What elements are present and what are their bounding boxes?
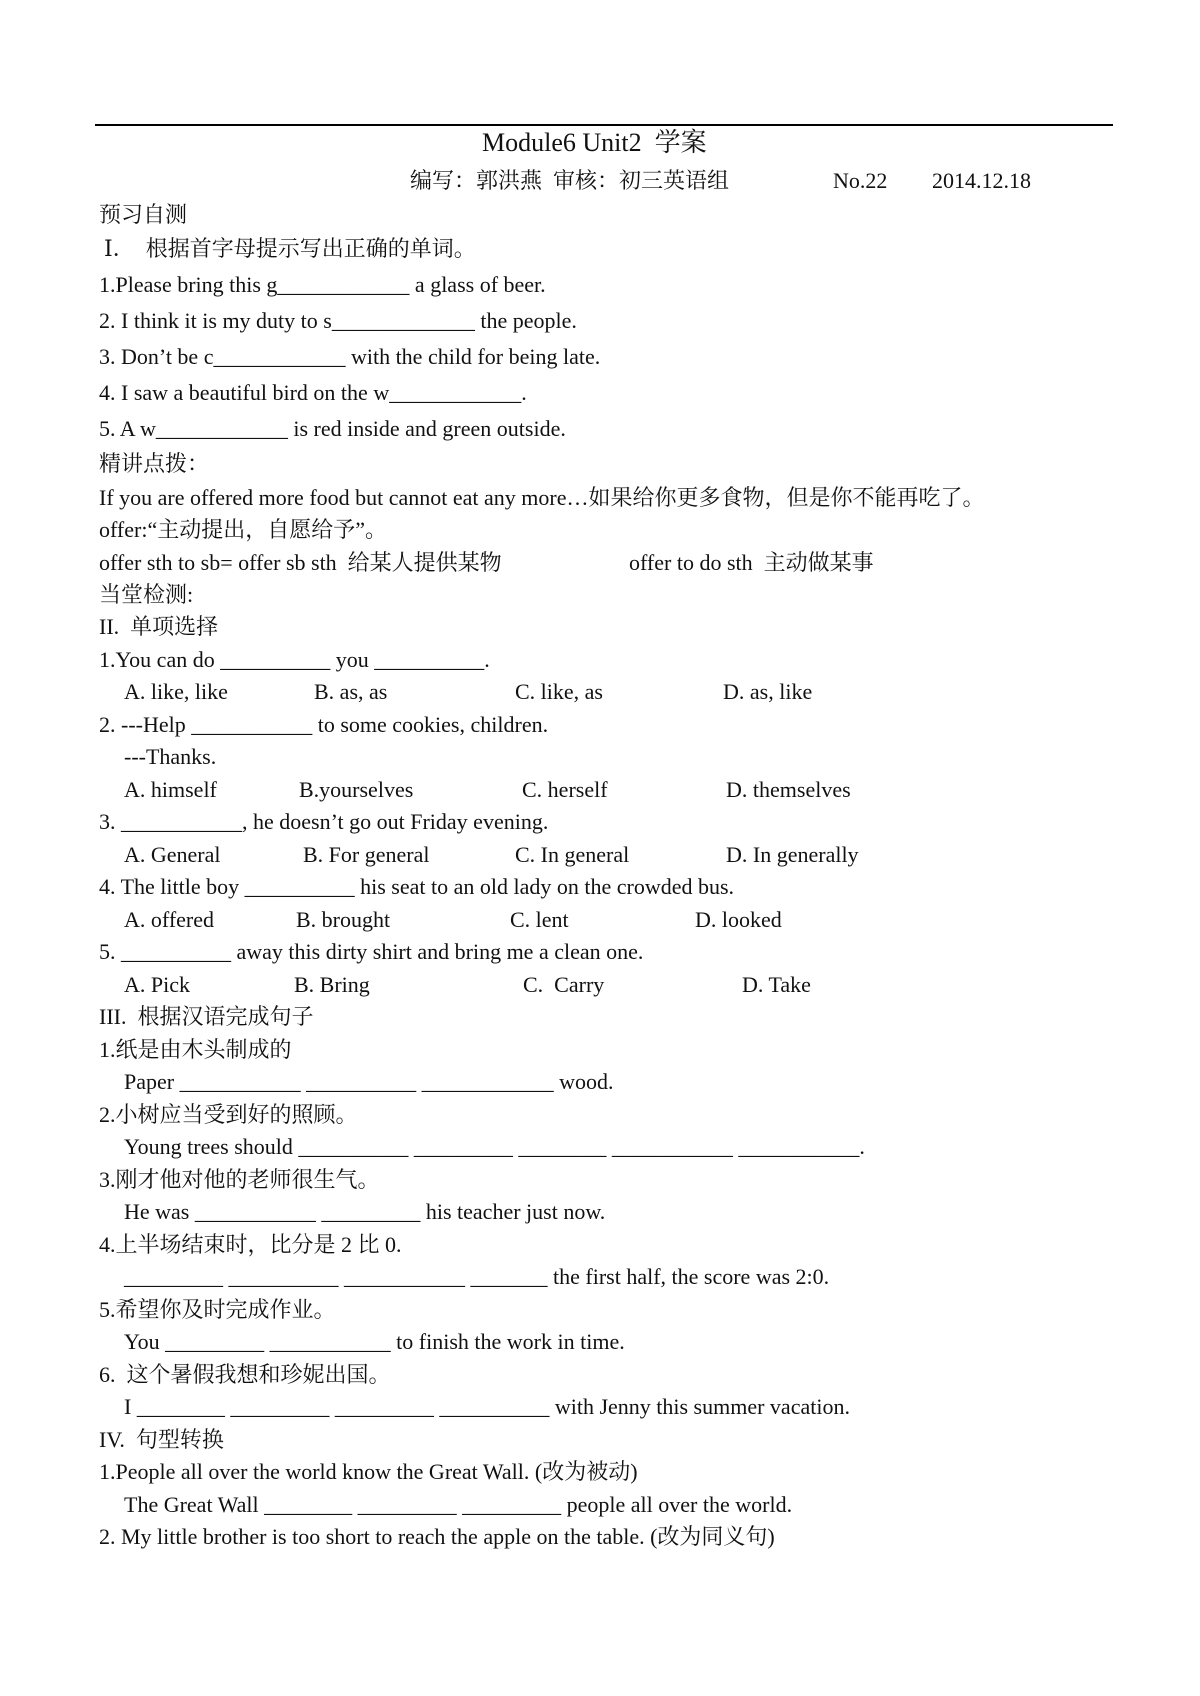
mc-question-5: 5. __________ away this dirty shirt and bring me a clean one. (99, 939, 644, 964)
translate-5-chinese: 5.希望你及时完成作业。 (99, 1297, 336, 1322)
section-1-title: Ⅰ． 根据首字母提示写出正确的单词。 (104, 236, 476, 261)
mc-question-3: 3. ___________, he doesn’t go out Friday evening. (99, 809, 549, 834)
mc-4-option-a: A. offered (124, 907, 214, 932)
mc-2-option-a: A. himself (124, 777, 217, 802)
translate-6-chinese: 6. 这个暑假我想和珍妮出国。 (99, 1362, 391, 1387)
translate-4-english: _________ __________ ___________ _______ the first half, the score was 2:0. (124, 1264, 830, 1289)
mc-4-option-b: B. brought (296, 907, 391, 932)
fill-item-1: 1.Please bring this g____________ a glass of beer. (99, 272, 546, 297)
explain-line-2: offer:“主动提出，自愿给予”。 (99, 517, 387, 542)
fill-item-2: 2. I think it is my duty to s_____________ the people. (99, 308, 577, 333)
explain-heading: 精讲点拨： (99, 451, 210, 476)
transform-1-answer: The Great Wall ________ _________ _________ people all over the world. (124, 1492, 793, 1517)
translate-1-english: Paper ___________ __________ ____________ wood. (124, 1069, 614, 1094)
mc-question-1: 1.You can do __________ you __________. (99, 647, 490, 672)
transform-2-question: 2. My little brother is too short to reach the apple on the table. (改为同义句) (99, 1524, 775, 1549)
translate-3-chinese: 3.刚才他对他的老师很生气。 (99, 1167, 380, 1192)
explain-line-1: If you are offered more food but cannot eat any more…如果给你更多食物，但是你不能再吃了。 (99, 485, 985, 510)
mc-question-2: 2. ---Help ___________ to some cookies, children. (99, 712, 549, 737)
page-title: Module6 Unit2 学案 (482, 128, 707, 157)
usage-right: offer to do sth 主动做某事 (629, 550, 874, 575)
fill-item-4: 4. I saw a beautiful bird on the w____________. (99, 380, 527, 405)
mc-1-option-a: A. like, like (124, 679, 228, 704)
translate-5-english: You _________ ___________ to finish the work in time. (124, 1329, 625, 1354)
translate-2-chinese: 2.小树应当受到好的照顾。 (99, 1102, 358, 1127)
usage-left: offer sth to sb= offer sb sth 给某人提供某物 (99, 550, 502, 575)
mc-question-4: 4. The little boy __________ his seat to an old lady on the crowded bus. (99, 874, 735, 899)
fill-item-3: 3. Don’t be c____________ with the child for being late. (99, 344, 601, 369)
mc-3-option-d: D. In generally (726, 842, 859, 867)
doc-date: 2014.12.18 (932, 168, 1031, 193)
translate-1-chinese: 1.纸是由木头制成的 (99, 1037, 292, 1062)
translate-2-english: Young trees should __________ _________ ________ ___________ ___________. (124, 1134, 865, 1159)
mc-1-option-d: D. as, like (723, 679, 813, 704)
mc-5-option-c: C. Carry (523, 972, 605, 997)
mc-5-option-d: D. Take (742, 972, 811, 997)
translate-3-english: He was ___________ _________ his teacher just now. (124, 1199, 606, 1224)
section-2-title: II. 单项选择 (99, 614, 219, 639)
author-info: 编写：郭洪燕 审核：初三英语组 (410, 168, 730, 193)
mc-3-option-b: B. For general (303, 842, 430, 867)
mc-1-option-c: C. like, as (515, 679, 603, 704)
mc-2-option-c: C. herself (522, 777, 608, 802)
translate-4-chinese: 4.上半场结束时，比分是 2 比 0. (99, 1232, 402, 1257)
mc-3-option-c: C. In general (515, 842, 630, 867)
mc-question-2-reply: ---Thanks. (124, 744, 217, 769)
mc-3-option-a: A. General (124, 842, 221, 867)
mc-4-option-d: D. looked (695, 907, 782, 932)
preview-heading: 预习自测 (99, 202, 188, 227)
mc-2-option-d: D. themselves (726, 777, 851, 802)
mc-2-option-b: B.yourselves (299, 777, 414, 802)
translate-6-english: I ________ _________ _________ __________ with Jenny this summer vacation. (124, 1394, 850, 1419)
fill-item-5: 5. A w____________ is red inside and green outside. (99, 416, 566, 441)
mc-5-option-b: B. Bring (294, 972, 370, 997)
transform-1-question: 1.People all over the world know the Great Wall. (改为被动) (99, 1459, 638, 1484)
doc-number: No.22 (833, 168, 888, 193)
mc-4-option-c: C. lent (510, 907, 569, 932)
mc-5-option-a: A. Pick (124, 972, 190, 997)
test-heading: 当堂检测: (99, 582, 194, 607)
header-rule (95, 124, 1113, 126)
mc-1-option-b: B. as, as (314, 679, 388, 704)
section-3-title: III. 根据汉语完成句子 (99, 1004, 314, 1029)
section-4-title: IV. 句型转换 (99, 1427, 224, 1452)
